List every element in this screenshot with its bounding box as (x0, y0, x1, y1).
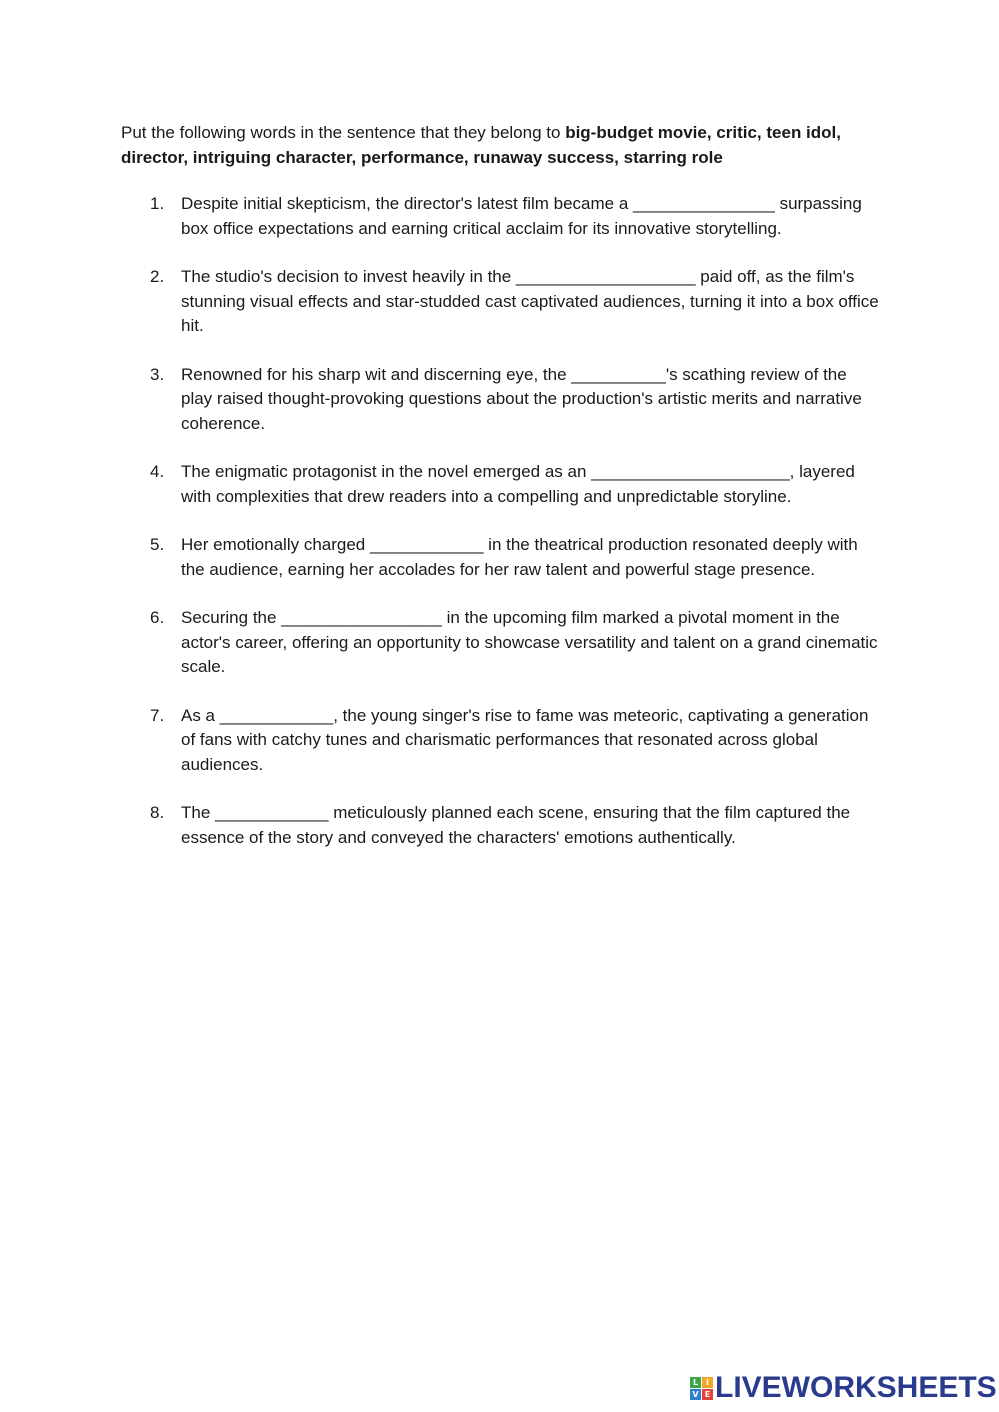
question-number: 3. (150, 364, 165, 384)
question-text: As a ____________, the young singer's rise to fame was meteoric, captivating a generation of fans with catchy tunes and charismatic performances that resonated across global audiences. (181, 705, 869, 774)
logo-mark-icon (690, 1377, 713, 1400)
question-item (0, 801, 999, 850)
logo-mark-letter: E (702, 1389, 713, 1400)
instructions (121, 120, 881, 170)
question-text: Her emotionally charged ____________ in the theatrical production resonated deeply with the audience, earning her accolades for her raw talent and powerful stage presence. (181, 535, 858, 579)
question-item (0, 265, 999, 339)
logo-mark-letter: L (690, 1377, 701, 1388)
question-item (0, 460, 999, 509)
question-item (0, 192, 999, 241)
instructions-lead: Put the following words in the sentence that they belong to (121, 123, 566, 142)
word-bank: big-budget movie, critic, teen idol, director, intriguing character, performance, runaway success, starring role (121, 123, 841, 167)
question-list (0, 192, 999, 874)
question-text: Despite initial skepticism, the director's latest film became a _______________ surpassing box office expectations and earning critical acclaim for its innovative storytelling. (181, 194, 862, 238)
question-item (0, 704, 999, 778)
question-number: 7. (150, 705, 165, 725)
question-number: 4. (150, 462, 165, 481)
question-text: Renowned for his sharp wit and discerning eye, the __________'s scathing review of the play raised thought-provoking questions about the production's artistic merits and narrative coherence. (181, 364, 862, 433)
question-text: The ____________ meticulously planned each scene, ensuring that the film captured the essence of the story and conveyed the characters' emotions authentically. (181, 803, 851, 847)
question-number: 5. (150, 535, 165, 554)
logo-text: LIVEWORKSHEETS (715, 1371, 997, 1404)
question-text: The studio's decision to invest heavily in the ___________________ paid off, as the film's stunning visual effects and star-studded cast captivated audiences, turning it into a box office hit. (181, 267, 879, 335)
question-number: 2. (150, 267, 165, 286)
question-number: 1. (150, 194, 165, 213)
liveworksheets-logo (690, 1372, 997, 1404)
question-item (0, 606, 999, 680)
question-item (0, 363, 999, 437)
question-number: 6. (150, 608, 165, 627)
question-item (0, 533, 999, 582)
question-text: The enigmatic protagonist in the novel emerged as an _____________________, layered with complexities that drew readers into a compelling and unpredictable storyline. (181, 462, 855, 506)
logo-mark-letter: I (702, 1377, 713, 1388)
logo-mark-letter: V (690, 1389, 701, 1400)
question-number: 8. (150, 803, 165, 822)
question-text: Securing the _________________ in the upcoming film marked a pivotal moment in the actor's career, offering an opportunity to showcase versatility and talent on a grand cinematic scale. (181, 608, 878, 676)
